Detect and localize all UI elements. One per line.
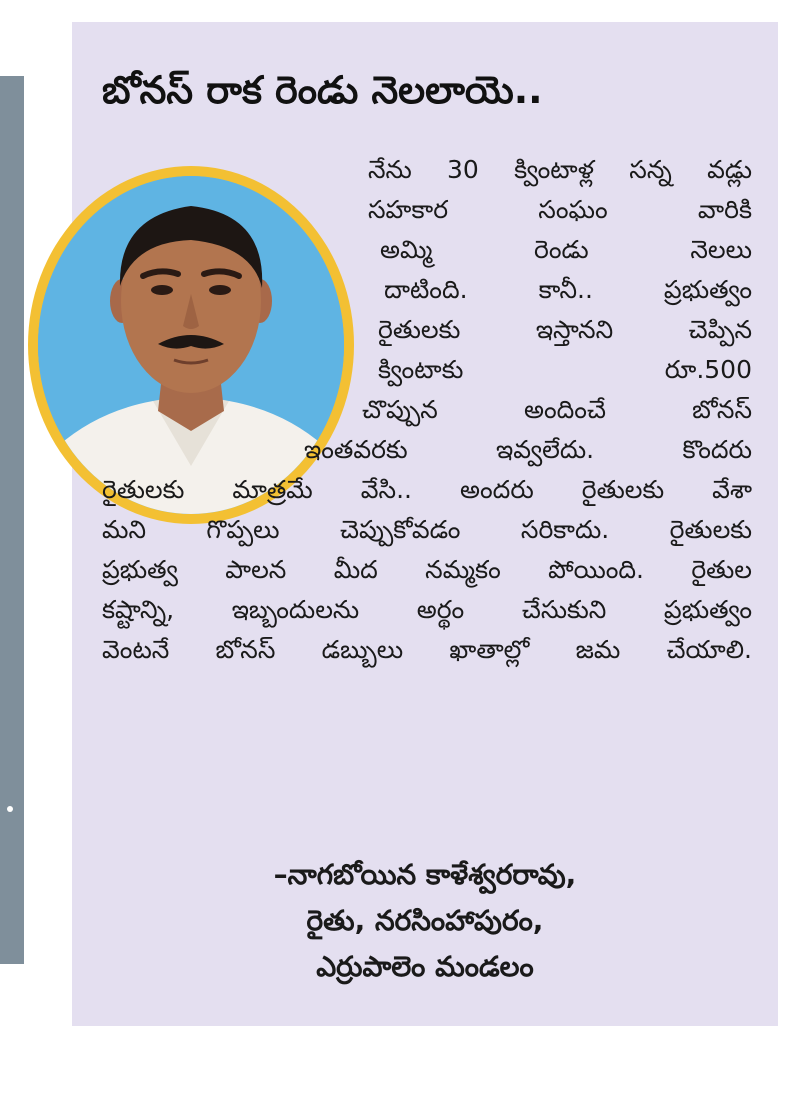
body-line-13: వెంటనే బోనస్ డబ్బులు ఖాతాల్లో జమ చేయాలి.: [102, 635, 752, 664]
farmer-portrait: [38, 176, 344, 514]
page-edge-bar: [0, 76, 24, 964]
body-line-10: మని గొప్పలు చెప్పుకోవడం సరికాదు. రైతులకు: [102, 515, 752, 544]
portrait-illustration: [38, 176, 344, 514]
body-line-5: రైతులకు ఇస్తానని చెప్పిన: [378, 315, 752, 344]
article-signature: [72, 852, 778, 990]
body-line-8: ఇంతవరకు ఇవ్వలేదు. కొందరు: [304, 435, 752, 464]
body-line-1: నేను 30 క్వింటాళ్ల సన్న వడ్లు: [368, 155, 752, 184]
article-card: [72, 22, 778, 1026]
edge-dot: [7, 806, 13, 812]
body-line-9: రైతులకు మాత్రమే వేసి.. అందరు రైతులకు వేశా: [102, 475, 752, 504]
body-line-3: అమ్మి రెండు నెలలు: [380, 235, 752, 264]
article-headline: బోనస్ రాక రెండు నెలలాయె..: [102, 68, 543, 112]
body-line-6: క్వింటాకు రూ.500: [378, 355, 752, 384]
body-line-4: దాటింది. కానీ.. ప్రభుత్వం: [384, 275, 752, 304]
signature-name: –నాగబోయిన కాళేశ్వరరావు,: [273, 858, 577, 891]
body-line-11: ప్రభుత్వ పాలన మీద నమ్మకం పోయింది. రైతుల: [102, 555, 752, 584]
body-line-12: కష్టాన్ని, ఇబ్బందులను అర్థం చేసుకుని ప్రభుత్వం: [102, 595, 752, 624]
body-line-7: చొప్పున అందించే బోనస్: [362, 395, 752, 424]
signature-occupation-place: రైతు, నరసింహాపురం,: [306, 904, 544, 937]
signature-mandal: ఎర్రుపాలెం మండలం: [316, 950, 534, 983]
body-line-2: సహకార సంఘం వారికి: [368, 195, 752, 224]
